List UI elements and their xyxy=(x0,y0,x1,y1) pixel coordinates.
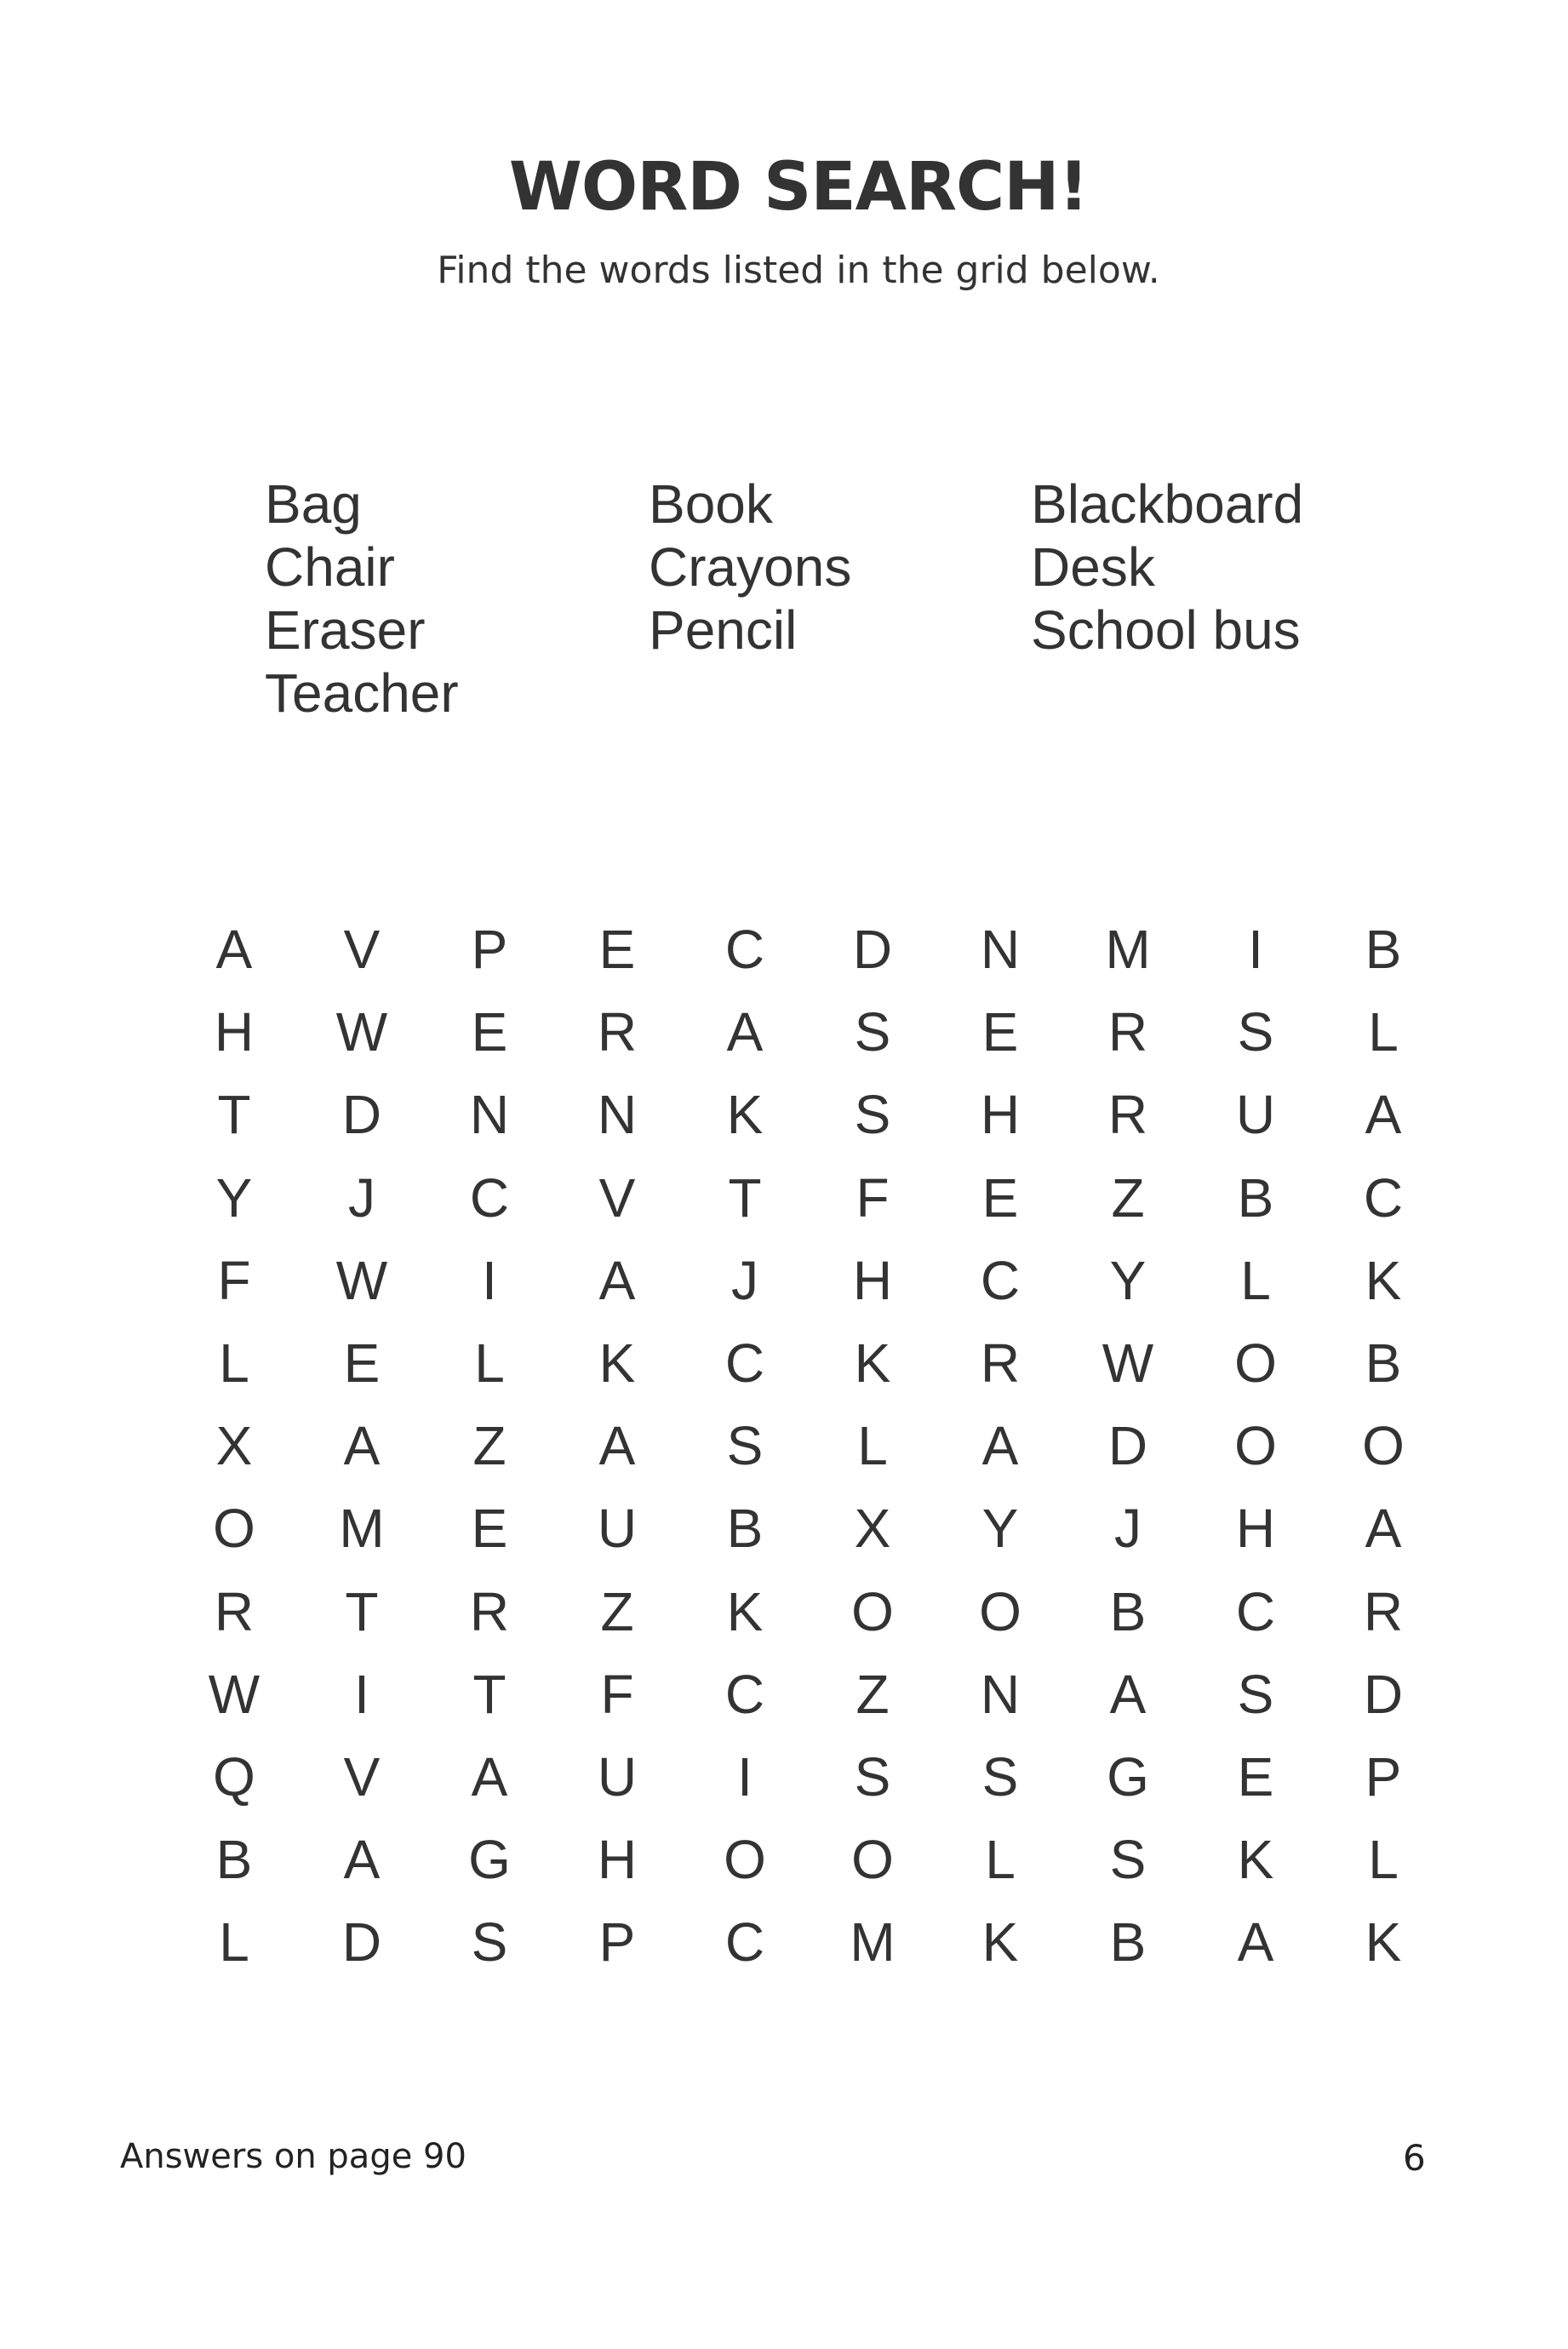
grid-letter: W xyxy=(1102,1332,1154,1394)
grid-letter: S xyxy=(854,1084,891,1146)
grid-letter: A xyxy=(215,919,253,980)
grid-letter: B xyxy=(1109,1911,1147,1974)
grid-letter: D xyxy=(341,1084,382,1146)
grid-letter: E xyxy=(1237,1745,1274,1808)
grid-letter: C xyxy=(724,1332,765,1394)
grid-letter: X xyxy=(854,1498,891,1560)
grid-letter: D xyxy=(1107,1415,1148,1477)
grid-letter: E xyxy=(471,1001,508,1063)
grid-letter: T xyxy=(472,1663,506,1725)
grid-letter: V xyxy=(598,1166,636,1229)
grid-letter: C xyxy=(469,1166,510,1229)
grid-letter: C xyxy=(724,919,765,980)
grid-letter: I xyxy=(482,1249,497,1311)
letter-grid xyxy=(170,915,1447,1991)
grid-letter: W xyxy=(335,1249,388,1311)
grid-letter: C xyxy=(724,1663,765,1725)
grid-letter: R xyxy=(1107,1084,1148,1146)
word-item: School bus xyxy=(1031,599,1301,661)
grid-letter: S xyxy=(854,1745,891,1808)
grid-letter: S xyxy=(854,1001,891,1063)
grid-letter: O xyxy=(851,1829,894,1891)
grid-letter: C xyxy=(724,1911,765,1974)
grid-letter: C xyxy=(1363,1166,1404,1229)
grid-letter: D xyxy=(341,1911,382,1974)
grid-letter: F xyxy=(217,1249,251,1311)
grid-letter: M xyxy=(1105,919,1151,980)
grid-letter: A xyxy=(1237,1911,1274,1974)
answers-note: Answers on page 90 xyxy=(120,2137,466,2176)
grid-letter: H xyxy=(1235,1498,1276,1560)
grid-letter: A xyxy=(1109,1663,1147,1725)
grid-letter: B xyxy=(1365,1332,1402,1394)
grid-letter: S xyxy=(1237,1663,1274,1725)
grid-letter: K xyxy=(854,1332,891,1394)
grid-letter: R xyxy=(1363,1580,1404,1642)
grid-letter: C xyxy=(980,1249,1021,1311)
grid-letter: Z xyxy=(1111,1166,1145,1229)
grid-letter: A xyxy=(726,1001,764,1063)
grid-letter: S xyxy=(981,1745,1019,1808)
grid-letter: D xyxy=(852,919,893,980)
grid-letter: E xyxy=(471,1498,508,1560)
grid-letter: T xyxy=(345,1580,379,1642)
grid-letter: K xyxy=(1237,1829,1274,1891)
grid-letter: O xyxy=(979,1580,1021,1642)
grid-letter: R xyxy=(980,1332,1021,1394)
grid-letter: U xyxy=(597,1745,638,1808)
grid-letter: S xyxy=(1237,1001,1274,1063)
grid-letter: F xyxy=(600,1663,634,1725)
grid-letter: X xyxy=(215,1415,253,1477)
grid-letter: K xyxy=(598,1332,636,1394)
grid-letter: P xyxy=(598,1911,636,1974)
grid-letter: A xyxy=(343,1415,381,1477)
grid-letter: A xyxy=(598,1249,636,1311)
grid-letter: B xyxy=(1365,919,1402,980)
grid-letter: U xyxy=(1235,1084,1276,1146)
grid-letter: E xyxy=(343,1332,381,1394)
grid-letter: O xyxy=(1234,1332,1277,1394)
grid-letter: W xyxy=(208,1663,260,1725)
grid-letter: P xyxy=(471,919,508,980)
page-title: WORD SEARCH! xyxy=(508,149,1089,226)
grid-letter: V xyxy=(343,919,381,980)
grid-letter: D xyxy=(1363,1663,1404,1725)
grid-letter: B xyxy=(215,1829,253,1891)
word-item: Blackboard xyxy=(1031,473,1304,535)
grid-letter: H xyxy=(214,1001,255,1063)
word-item: Crayons xyxy=(649,536,852,598)
grid-letter: Z xyxy=(856,1663,890,1725)
word-item: Desk xyxy=(1031,536,1155,598)
grid-letter: K xyxy=(1365,1249,1402,1311)
grid-letter: J xyxy=(348,1166,375,1229)
grid-letter: W xyxy=(335,1001,388,1063)
grid-letter: J xyxy=(731,1249,758,1311)
grid-letter: H xyxy=(980,1084,1021,1146)
grid-letter: E xyxy=(598,919,636,980)
grid-letter: S xyxy=(1109,1829,1147,1891)
grid-letter: N xyxy=(469,1084,510,1146)
word-list-column xyxy=(265,473,459,725)
grid-letter: R xyxy=(214,1580,255,1642)
grid-letter: I xyxy=(354,1663,369,1725)
grid-letter: A xyxy=(598,1415,636,1477)
grid-letter: I xyxy=(737,1745,753,1808)
grid-letter: G xyxy=(1107,1745,1149,1808)
grid-letter: K xyxy=(726,1580,764,1642)
grid-letter: Z xyxy=(600,1580,634,1642)
grid-letter: B xyxy=(1237,1166,1274,1229)
word-item: Teacher xyxy=(265,662,459,724)
grid-letter: M xyxy=(850,1911,896,1974)
grid-letter: T xyxy=(728,1166,762,1229)
grid-letter: P xyxy=(1365,1745,1402,1808)
grid-letter: R xyxy=(597,1001,638,1063)
grid-letter: N xyxy=(980,919,1021,980)
grid-letter: H xyxy=(597,1829,638,1891)
grid-letter: O xyxy=(851,1580,894,1642)
grid-letter: B xyxy=(726,1498,764,1560)
grid-letter: N xyxy=(980,1663,1021,1725)
grid-letter: E xyxy=(981,1166,1019,1229)
grid-letter: L xyxy=(1368,1829,1399,1891)
grid-letter: Y xyxy=(215,1166,253,1229)
word-item: Eraser xyxy=(265,599,426,661)
page-number: 6 xyxy=(1403,2137,1426,2179)
grid-letter: K xyxy=(726,1084,764,1146)
grid-letter: I xyxy=(1248,919,1263,980)
grid-letter: H xyxy=(852,1249,893,1311)
grid-letter: Z xyxy=(472,1415,506,1477)
grid-letter: A xyxy=(343,1829,381,1891)
word-list-column xyxy=(1031,473,1303,662)
grid-letter: K xyxy=(1365,1911,1402,1974)
grid-letter: J xyxy=(1114,1498,1142,1560)
grid-letter: O xyxy=(724,1829,766,1891)
grid-letter: A xyxy=(1365,1498,1402,1560)
grid-letter: L xyxy=(857,1415,888,1477)
grid-letter: V xyxy=(343,1745,381,1808)
grid-letter: R xyxy=(1107,1001,1148,1063)
grid-letter: Y xyxy=(1109,1249,1147,1311)
grid-letter: M xyxy=(339,1498,385,1560)
grid-letter: L xyxy=(474,1332,505,1394)
grid-letter: Y xyxy=(981,1498,1019,1560)
word-item: Bag xyxy=(265,473,362,535)
word-item: Book xyxy=(649,473,773,535)
grid-letter: A xyxy=(981,1415,1019,1477)
grid-letter: Q xyxy=(213,1745,255,1808)
word-list-column xyxy=(649,473,851,662)
grid-letter: L xyxy=(219,1911,249,1974)
grid-letter: E xyxy=(981,1001,1019,1063)
grid-letter: K xyxy=(981,1911,1019,1974)
grid-letter: N xyxy=(597,1084,638,1146)
word-item: Pencil xyxy=(649,599,798,661)
grid-letter: S xyxy=(471,1911,508,1974)
grid-letter: A xyxy=(1365,1084,1402,1146)
word-item: Chair xyxy=(265,536,395,598)
grid-letter: F xyxy=(856,1166,890,1229)
grid-letter: G xyxy=(468,1829,511,1891)
grid-letter: C xyxy=(1235,1580,1276,1642)
grid-letter: A xyxy=(471,1745,508,1808)
grid-letter: T xyxy=(217,1084,251,1146)
grid-letter: S xyxy=(726,1415,764,1477)
grid-letter: O xyxy=(1234,1415,1277,1477)
grid-letter: R xyxy=(469,1580,510,1642)
grid-letter: L xyxy=(1368,1001,1399,1063)
instructions: Find the words listed in the grid below. xyxy=(437,249,1160,292)
grid-letter: L xyxy=(219,1332,249,1394)
grid-letter: L xyxy=(1240,1249,1271,1311)
grid-letter: B xyxy=(1109,1580,1147,1642)
grid-letter: L xyxy=(985,1829,1016,1891)
grid-letter: O xyxy=(213,1498,255,1560)
grid-letter: O xyxy=(1362,1415,1405,1477)
grid-letter: U xyxy=(597,1498,638,1560)
